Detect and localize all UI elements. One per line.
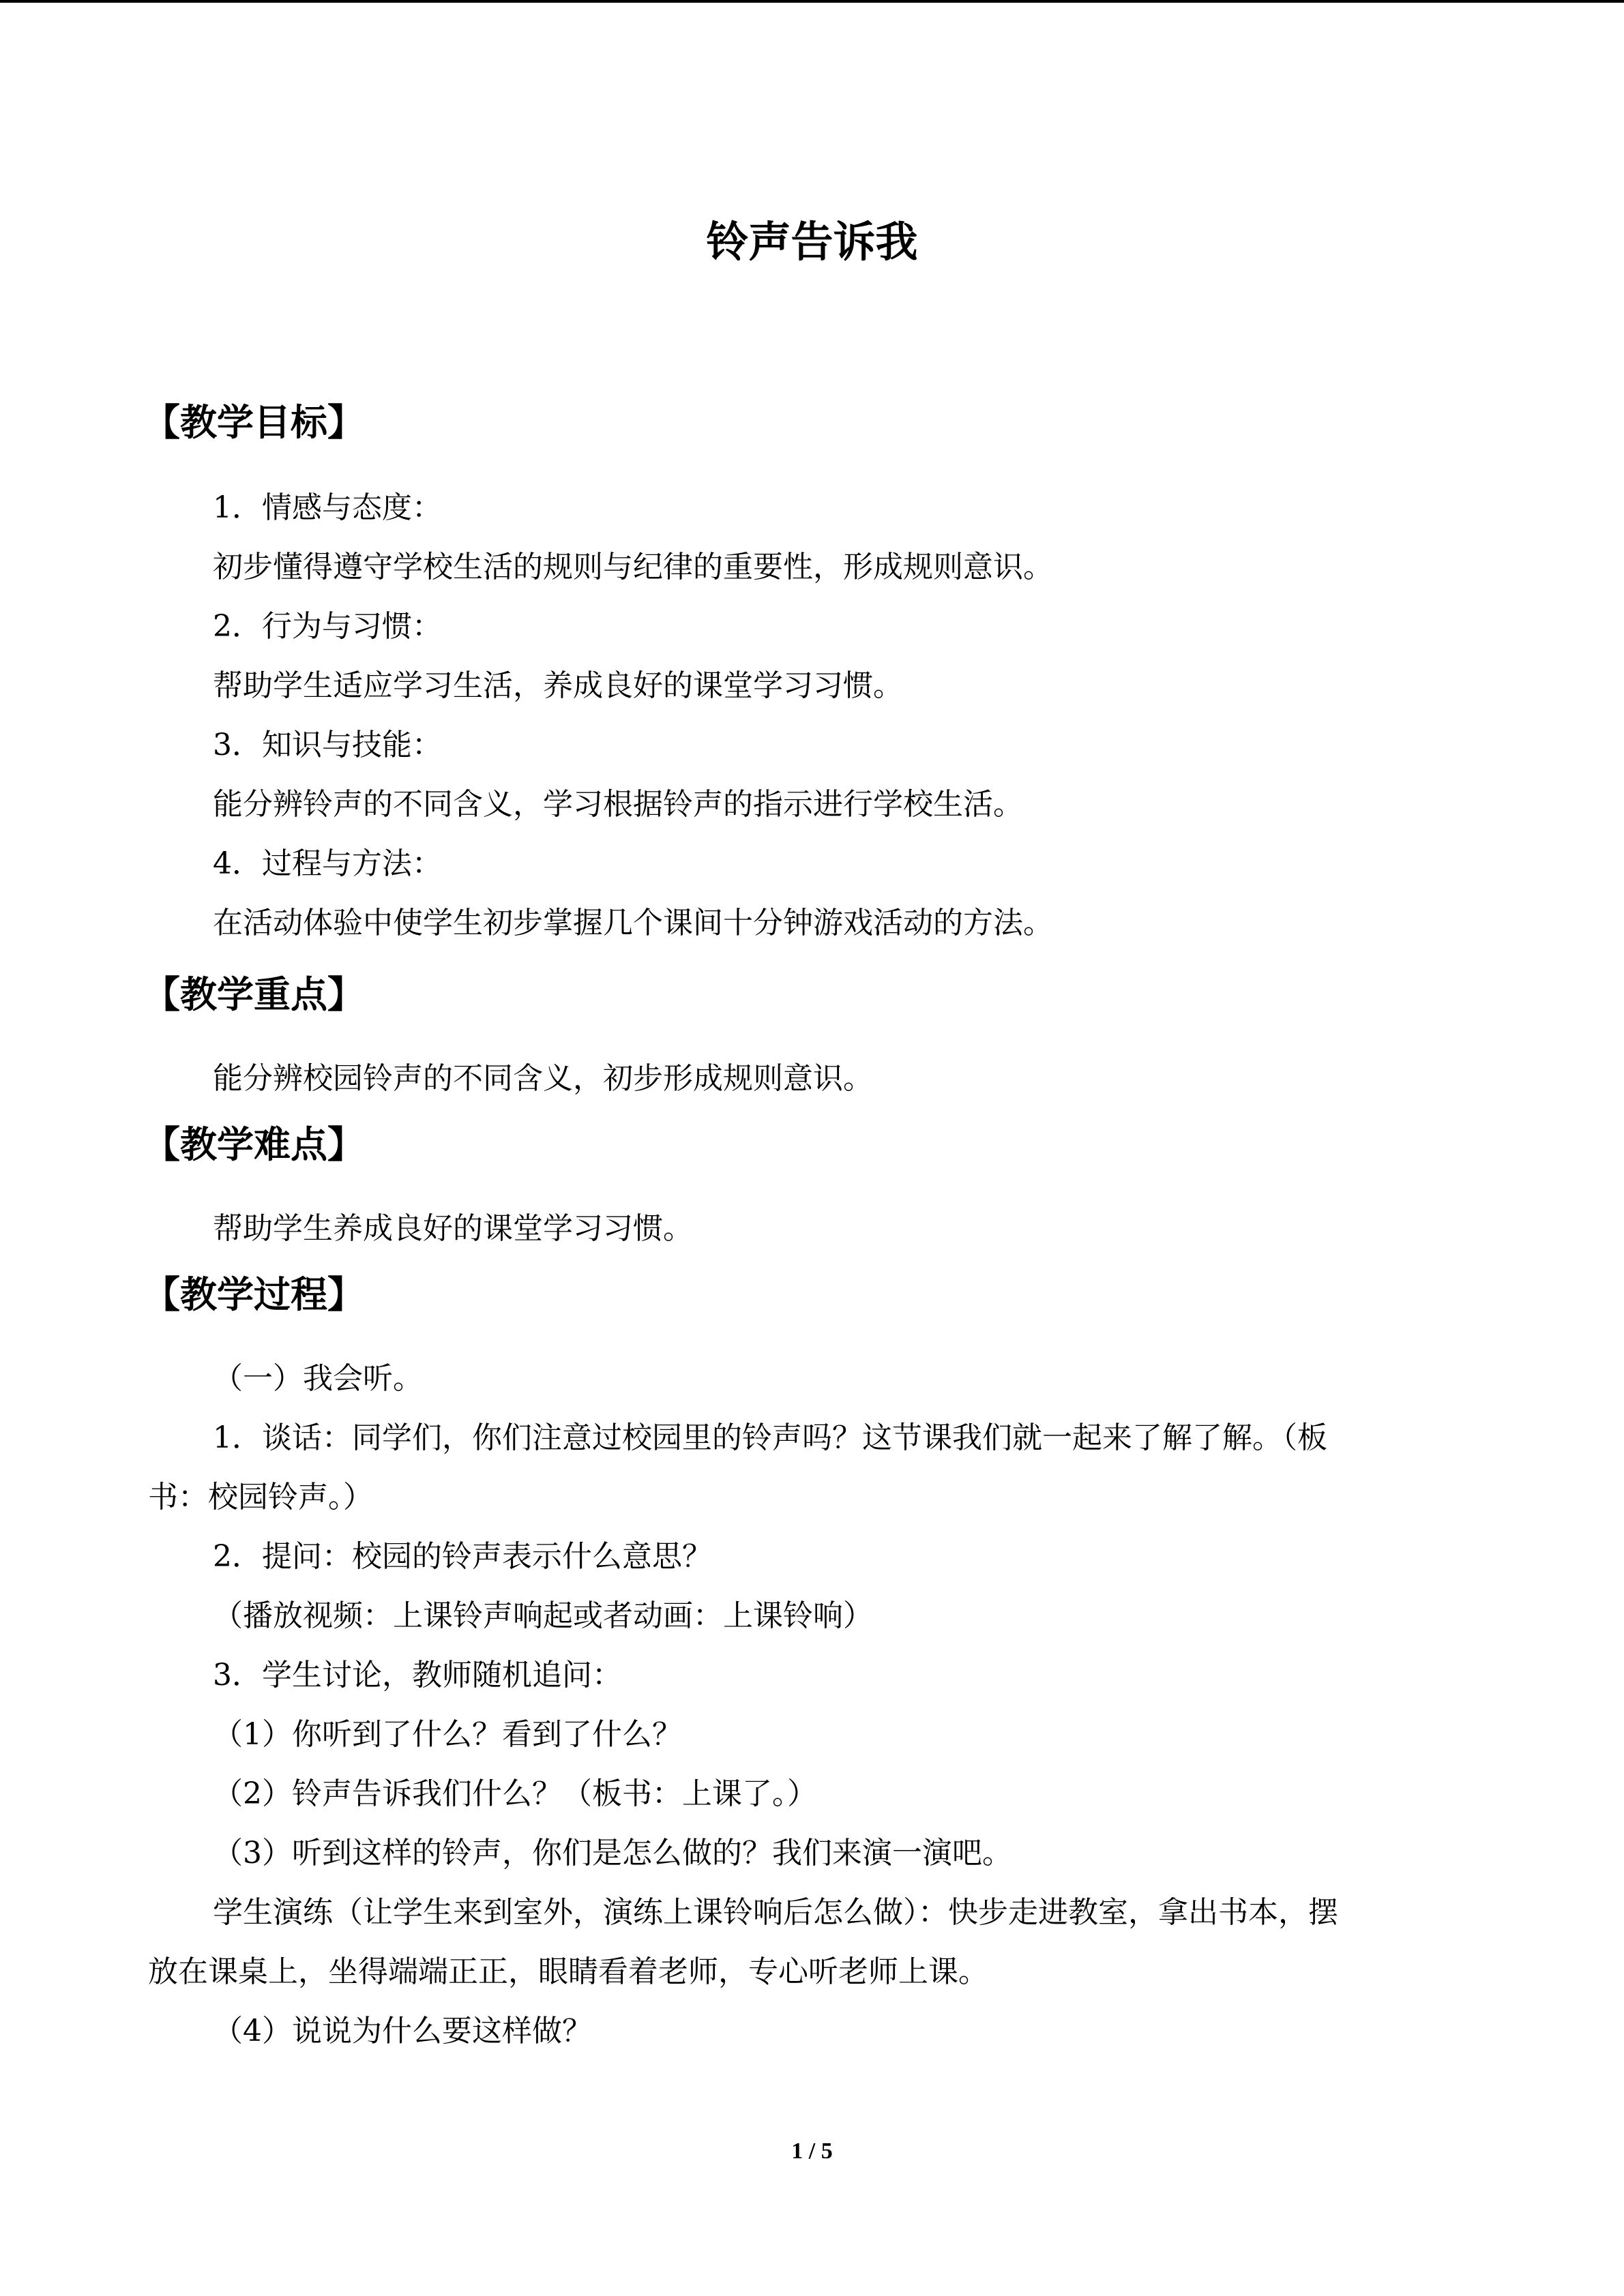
objective-2-text: 帮助学生适应学习生活，养成良好的课堂学习习惯。 [213,668,903,703]
section-heading-process: 【教学过程】 [143,1273,364,1316]
process-video-note: （播放视频：上课铃声响起或者动画：上课铃响） [213,1598,873,1633]
page-title: 铃声告诉我 [706,217,918,267]
objective-2-label: 2．行为与习惯： [213,609,442,644]
page-number: 1 / 5 [791,2138,833,2164]
objective-4-text: 在活动体验中使学生初步掌握几个课间十分钟游戏活动的方法。 [213,906,1053,940]
process-part-1-title: （一）我会听。 [213,1361,423,1396]
section-heading-key-points: 【教学重点】 [143,973,364,1016]
objective-3-label: 3．知识与技能： [213,728,442,762]
objective-1-text: 初步懂得遵守学校生活的规则与纪律的重要性，形成规则意识。 [213,550,1053,584]
key-point-text: 能分辨校园铃声的不同含义，初步形成规则意识。 [213,1061,873,1096]
difficulty-text: 帮助学生养成良好的课堂学习习惯。 [213,1211,693,1246]
process-drill-line-1: 学生演练（让学生来到室外，演练上课铃响后怎么做）：快步走进教室，拿出书本，摆 [213,1895,1338,1930]
process-step-1-line-2: 书：校园铃声。） [148,1480,373,1515]
process-step-1-line-1: 1．谈话：同学们，你们注意过校园里的铃声吗？这节课我们就一起来了解了解。（板 [213,1420,1327,1455]
process-question-3: （3）听到这样的铃声，你们是怎么做的？我们来演一演吧。 [213,1836,1012,1870]
section-heading-objectives: 【教学目标】 [143,401,364,444]
process-question-4: （4）说说为什么要这样做？ [213,2014,592,2048]
objective-1-label: 1．情感与态度： [213,490,442,525]
objective-4-label: 4．过程与方法： [213,846,442,881]
objective-3-text: 能分辨铃声的不同含义，学习根据铃声的指示进行学校生活。 [213,787,1023,822]
section-heading-difficulties: 【教学难点】 [143,1123,364,1166]
process-question-1: （1）你听到了什么？看到了什么？ [213,1717,682,1752]
top-border-rule [0,0,1624,3]
process-question-2: （2）铃声告诉我们什么？（板书：上课了。） [213,1776,817,1811]
process-step-3: 3．学生讨论，教师随机追问： [213,1658,622,1693]
process-step-2: 2．提问：校园的铃声表示什么意思？ [213,1539,712,1574]
process-drill-line-2: 放在课桌上，坐得端端正正，眼睛看着老师，专心听老师上课。 [148,1954,988,1989]
